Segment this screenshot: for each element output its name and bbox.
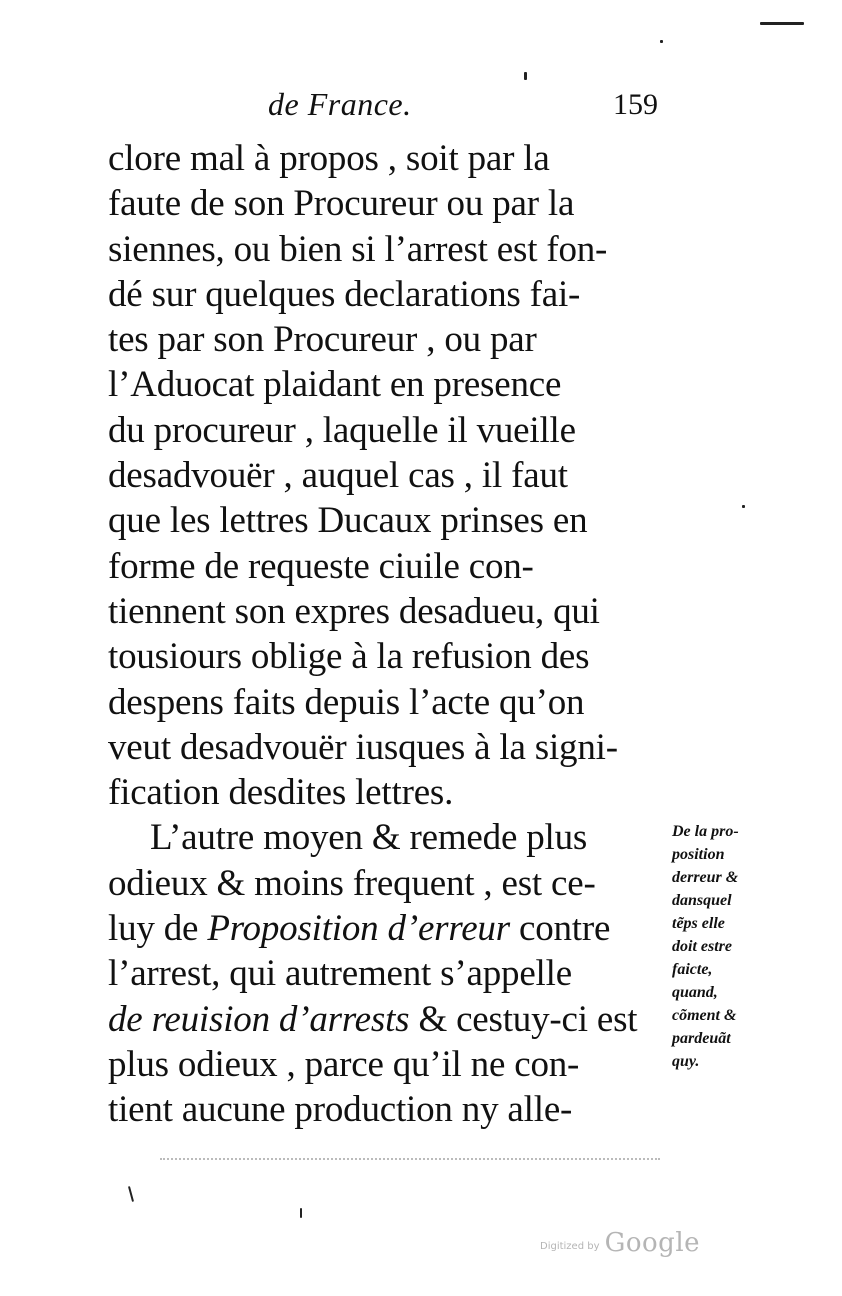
text-line: siennes, ou bien si l’arrest est fon- — [108, 228, 608, 270]
text-line: odieux & moins frequent , est ce- — [108, 862, 596, 904]
text-line: plus odieux , parce qu’il ne con- — [108, 1043, 580, 1085]
text-line: tousiours oblige à la refusion des — [108, 636, 590, 678]
scan-speck — [128, 1186, 134, 1202]
text-line: desadvouër , auquel cas , il faut — [108, 455, 568, 497]
margin-note-line: position — [672, 846, 725, 863]
text-line: veut desadvouër iusques à la signi- — [108, 726, 618, 768]
running-title: de France. — [268, 86, 412, 122]
scan-bleed-line — [160, 1158, 660, 1160]
text-segment: & cestuy-ci est — [409, 998, 638, 1040]
scan-speck — [660, 40, 663, 43]
text-line: faute de son Procureur ou par la — [108, 183, 575, 225]
margin-note-line: derreur & — [672, 869, 739, 886]
page-header — [268, 86, 658, 136]
scan-speck — [742, 505, 745, 508]
text-line: tes par son Procureur , ou par — [108, 319, 537, 361]
text-segment: luy de — [108, 908, 208, 950]
scan-speck — [300, 1208, 302, 1218]
watermark-prefix: Digitized by — [540, 1241, 600, 1252]
text-line: que les lettres Ducaux prinses en — [108, 500, 588, 542]
body-text — [108, 136, 668, 1133]
google-logo: Google — [604, 1228, 701, 1258]
text-line: l’Aduocat plaidant en presence — [108, 364, 562, 406]
scan-speck — [524, 72, 527, 80]
page-number: 159 — [613, 88, 658, 121]
text-line — [108, 906, 668, 951]
margin-note-line: quy. — [672, 1053, 700, 1070]
text-line: tient aucune production ny alle- — [108, 1089, 573, 1131]
italic-term: Proposition d’erreur — [207, 908, 510, 950]
text-line: fication desdites lettres. — [108, 772, 454, 814]
margin-note-line: pardeuãt — [672, 1030, 731, 1047]
italic-term: de reuision d’arrests — [108, 998, 410, 1040]
paragraph-first-line: L’autre moyen & remede plus — [150, 817, 588, 859]
text-line: forme de requeste ciuile con- — [108, 545, 534, 587]
text-line: dé sur quelques declarations fai- — [108, 273, 581, 315]
text-line: clore mal à propos , soit par la — [108, 138, 550, 179]
margin-note — [672, 820, 782, 1073]
digitized-watermark — [540, 1228, 700, 1258]
text-line: du procureur , laquelle il vueille — [108, 409, 576, 451]
margin-note-line: doit estre — [672, 938, 732, 955]
text-line: l’arrest, qui autrement s’appelle — [108, 953, 572, 995]
margin-note-line: tẽps elle — [672, 915, 725, 932]
text-line: tiennent son expres desadueu, qui — [108, 590, 600, 632]
text-segment: contre — [509, 908, 611, 950]
margin-note-line: cõment & — [672, 1007, 737, 1024]
scan-speck — [760, 22, 804, 25]
text-line: despens faits depuis l’acte qu’on — [108, 681, 585, 723]
text-line — [108, 997, 668, 1042]
margin-note-line: dansquel — [672, 892, 732, 909]
margin-note-line: De la pro- — [672, 823, 739, 840]
margin-note-line: faicte, — [672, 961, 713, 978]
margin-note-line: quand, — [672, 984, 718, 1001]
